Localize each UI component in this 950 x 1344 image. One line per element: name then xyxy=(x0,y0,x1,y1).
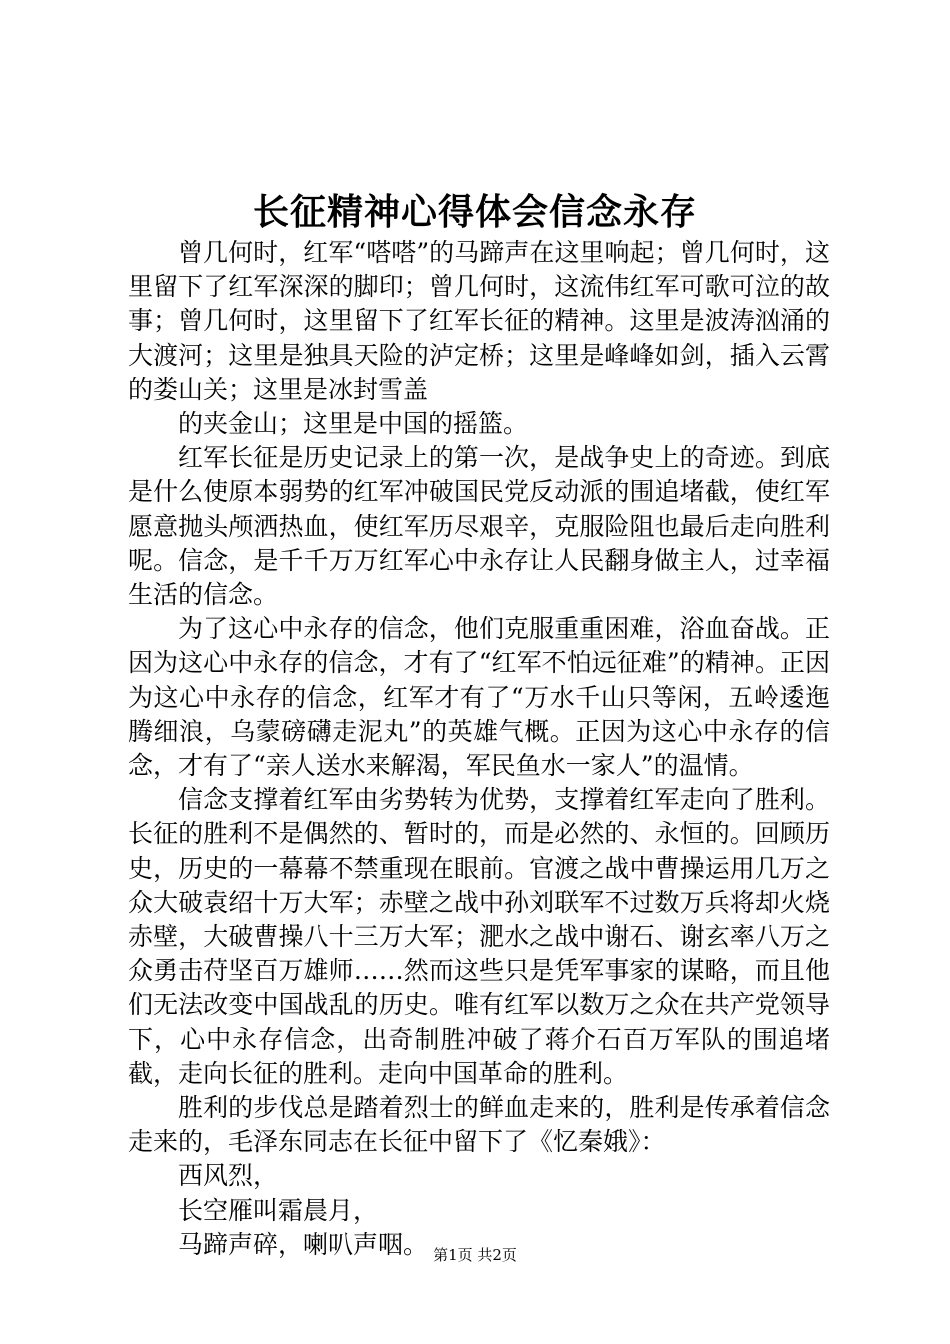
paragraph: 为了这心中永存的信念，他们克服重重困难，浴血奋战。正因为这心中永存的信念，才有了“红军不怕远征难”的精神。正因为这心中永存的信念，红军才有了“万水千山只等闲，五岭逶迤腾细浪，乌蒙磅礴走泥丸”的英雄气概。正因为这心中永存的信念，才有了“亲人送水来解渴，军民鱼水一家人”的温情。 xyxy=(128,614,830,781)
paragraph: 曾几何时，红军“嗒嗒”的马蹄声在这里响起；曾几何时，这里留下了红军深深的脚印；曾几何时，这流伟红军可歌可泣的故事；曾几何时，这里留下了红军长征的精神。这里是波涛汹涌的大渡河；这里是独具天险的泸定桥；这里是峰峰如剑，插入云霄的娄山关；这里是冰封雪盖 xyxy=(128,238,830,404)
poem-line: 西风烈， xyxy=(178,1161,279,1191)
paragraph: 的夹金山；这里是中国的摇篮。 xyxy=(178,409,529,439)
paragraph: 信念支撑着红军由劣势转为优势，支撑着红军走向了胜利。长征的胜利不是偶然的、暂时的，而是必然的、永恒的。回顾历史，历史的一幕幕不禁重现在眼前。官渡之战中曹操运用几万之众大破袁绍十万大军；赤壁之战中孙刘联军不过数万兵将却火烧赤壁，大破曹操八十三万大军；淝水之战中谢石、谢玄率八万之众勇击苻坚百万雄师……然而这些只是凭军事家的谋略，而且他们无法改变中国战乱的历史。唯有红军以数万之众在共产党领导下，心中永存信念，出奇制胜冲破了蒋介石百万军队的围追堵截，走向长征的胜利。走向中国革命的胜利。 xyxy=(128,785,830,1088)
document-title: 长征精神心得体会信念永存 xyxy=(252,191,697,233)
document-body xyxy=(128,236,830,1262)
paragraph: 胜利的步伐总是踏着烈士的鲜血走来的，胜利是传承着信念走来的，毛泽东同志在长征中留下了《忆秦娥》： xyxy=(128,1093,830,1157)
poem-line: 长空雁叫霜晨月， xyxy=(178,1195,379,1225)
paragraph: 红军长征是历史记录上的第一次，是战争史上的奇迹。到底是什么使原本弱势的红军冲破国民党反动派的围追堵截，使红军愿意抛头颅洒热血，使红军历尽艰辛，克服险阻也最后走向胜利呢。信念，是千千万万红军心中永存让人民翻身做主人，过幸福生活的信念。 xyxy=(128,443,830,610)
page-number-footer: 第1页 共2页 xyxy=(433,1246,517,1264)
poem-line: 马蹄声碎，喇叭声咽。 xyxy=(178,1229,429,1259)
